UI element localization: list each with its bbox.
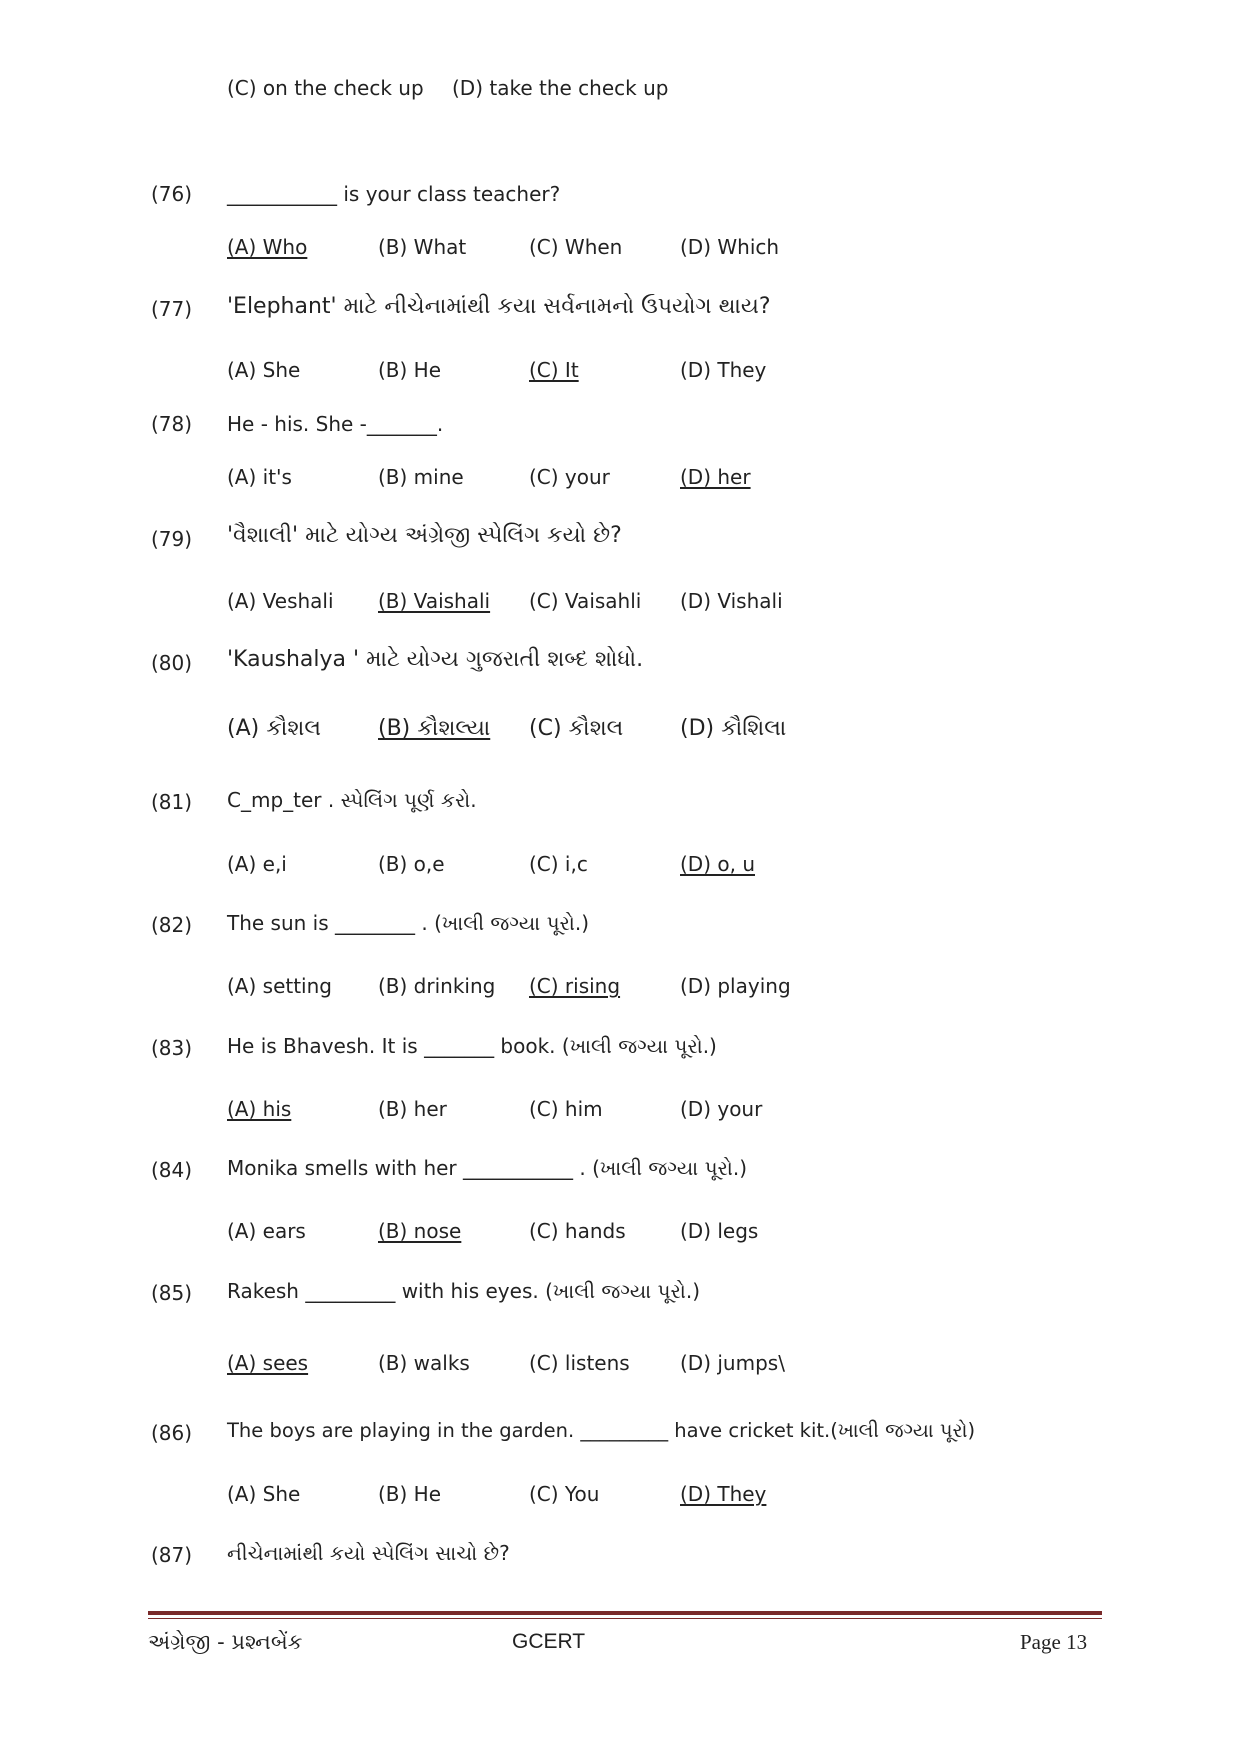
question-number: (79): [151, 527, 193, 551]
option-c-answer: (C) rising: [529, 974, 621, 998]
option-d: (D) કૌશિલા: [680, 716, 787, 741]
footer-subject: અંગ્રેજી - પ્રશ્નબેંક: [148, 1630, 303, 1654]
option-a-answer: (A) Who: [227, 235, 308, 259]
question-text: નીચેનામાંથી કયો સ્પેલિંગ સાચો છે?: [227, 1541, 510, 1565]
question-number: (81): [151, 790, 193, 814]
option-c: (C) listens: [529, 1351, 630, 1375]
option-d: (D) Which: [680, 235, 780, 259]
option-b: (B) drinking: [378, 974, 496, 998]
question-number: (84): [151, 1158, 193, 1182]
question-number: (78): [151, 412, 193, 436]
question-text: He - his. She -_______.: [227, 412, 444, 436]
option-b-answer: (B) કૌશલ્યા: [378, 716, 491, 741]
question-text: C_mp_ter . સ્પેલિંગ પૂર્ણ કરો.: [227, 788, 477, 812]
question-text: 'Elephant' માટે નીચેનામાંથી કયા સર્વનામનો ઉપયોગ થાય?: [227, 294, 771, 319]
option-d: (D) They: [680, 358, 767, 382]
page-number: Page 13: [1020, 1630, 1088, 1654]
question-text: ___________ is your class teacher?: [227, 182, 561, 206]
option-b: (B) mine: [378, 465, 464, 489]
question-number: (87): [151, 1543, 193, 1567]
option-d: (D) playing: [680, 974, 791, 998]
option-b: (B) o,e: [378, 852, 445, 876]
option-d-answer: (D) They: [680, 1482, 767, 1506]
question-text: He is Bhavesh. It is _______ book. (ખાલી જગ્યા પૂરો.): [227, 1034, 717, 1058]
option-a-answer: (A) his: [227, 1097, 292, 1121]
option-c: (C) hands: [529, 1219, 626, 1243]
option-d: (D) Vishali: [680, 589, 783, 613]
option-a: (A) setting: [227, 974, 332, 998]
option-d: (D) legs: [680, 1219, 759, 1243]
question-number: (85): [151, 1281, 193, 1305]
option-c: (C) i,c: [529, 852, 588, 876]
footer-publisher: GCERT: [512, 1630, 586, 1653]
option-b: (B) walks: [378, 1351, 470, 1375]
option-d-answer: (D) her: [680, 465, 751, 489]
question-number: (77): [151, 297, 193, 321]
option-a: (A) ears: [227, 1219, 306, 1243]
option-b: (B) He: [378, 358, 442, 382]
option-a: (A) e,i: [227, 852, 287, 876]
option-d-answer: (D) o, u: [680, 852, 755, 876]
question-text: 'વૈશાલી' માટે યોગ્ય અંગ્રેજી સ્પેલિંગ કયો છે?: [227, 523, 622, 548]
option-b: (B) He: [378, 1482, 442, 1506]
option-b: (B) What: [378, 235, 467, 259]
option-b-answer: (B) nose: [378, 1219, 462, 1243]
option-a-answer: (A) sees: [227, 1351, 309, 1375]
option-c: (C) him: [529, 1097, 603, 1121]
option-b: (B) her: [378, 1097, 447, 1121]
question-number: (86): [151, 1421, 193, 1445]
option-a: (A) કૌશલ: [227, 716, 321, 741]
option-c-answer: (C) It: [529, 358, 579, 382]
option-c: (C) You: [529, 1482, 600, 1506]
option-d: (D) take the check up: [452, 76, 669, 100]
option-b-answer: (B) Vaishali: [378, 589, 491, 613]
question-number: (83): [151, 1036, 193, 1060]
question-text: Rakesh _________ with his eyes. (ખાલી જગ્યા પૂરો.): [227, 1279, 701, 1303]
option-a: (A) She: [227, 358, 301, 382]
question-text: The sun is ________ . (ખાલી જગ્યા પૂરો.): [227, 911, 590, 935]
question-text: The boys are playing in the garden. _________ have cricket kit.(ખાલી જગ્યા પૂરો): [227, 1419, 976, 1442]
question-text: 'Kaushalya ' માટે યોગ્ય ગુજરાતી શબ્દ શોધો.: [227, 647, 644, 672]
footer-rule-thin: [148, 1618, 1102, 1619]
option-c: (C) કૌશલ: [529, 716, 624, 741]
question-number: (80): [151, 651, 193, 675]
question-number: (76): [151, 182, 193, 206]
option-c: (C) When: [529, 235, 623, 259]
question-number: (82): [151, 913, 193, 937]
option-a: (A) She: [227, 1482, 301, 1506]
question-text: Monika smells with her ___________ . (ખાલી જગ્યા પૂરો.): [227, 1156, 748, 1180]
option-a: (A) Veshali: [227, 589, 334, 613]
option-c: (C) your: [529, 465, 610, 489]
option-a: (A) it's: [227, 465, 292, 489]
option-d: (D) your: [680, 1097, 763, 1121]
option-c: (C) on the check up: [227, 76, 424, 100]
footer-rule-thick: [148, 1611, 1102, 1615]
option-c: (C) Vaisahli: [529, 589, 642, 613]
option-d: (D) jumps\: [680, 1351, 785, 1375]
